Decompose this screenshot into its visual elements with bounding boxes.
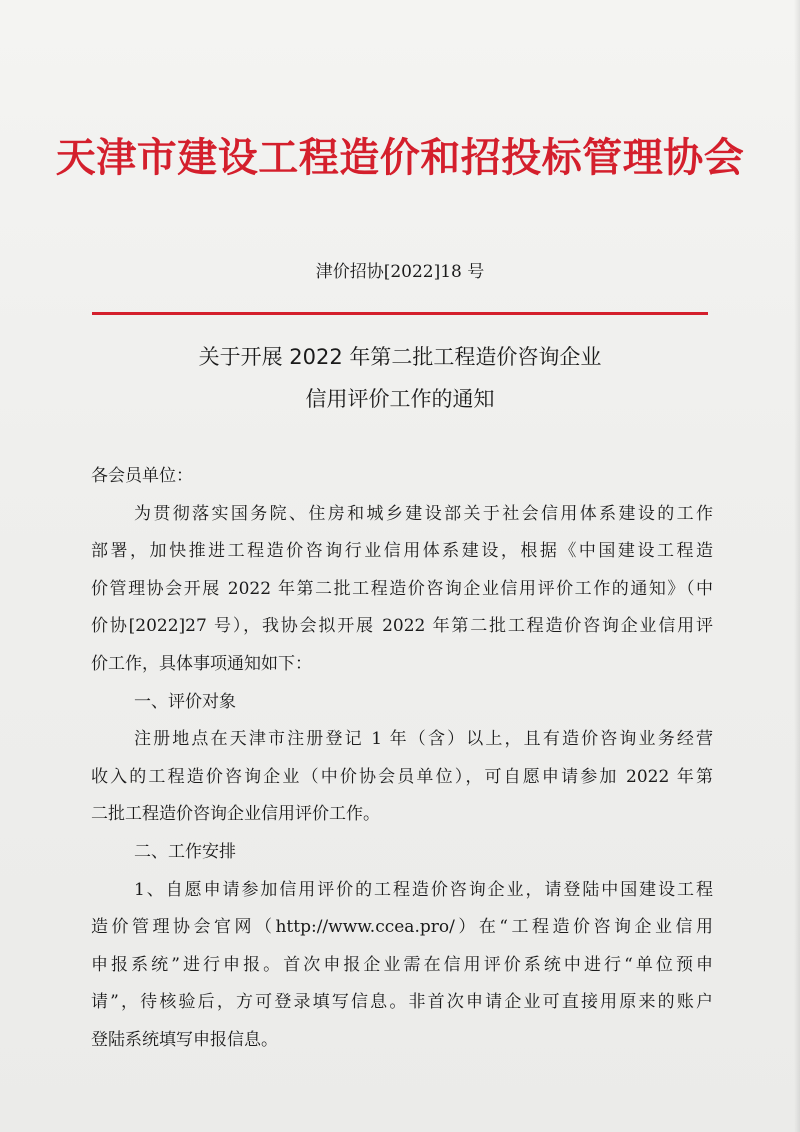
body-line: 价协[2022]27 号），我协会拟开展 2022 年第二批工程造价咨询企业信用评 <box>91 616 713 637</box>
body-line: 请”，待核验后，方可登录填写信息。非首次申请企业可直接用原来的账户 <box>91 992 713 1013</box>
section-heading-1: 一、评价对象 <box>134 691 236 712</box>
body-line: 为贯彻落实国务院、住房和城乡建设部关于社会信用体系建设的工作 <box>134 503 713 524</box>
red-divider-line <box>92 312 708 315</box>
page-edge-shadow <box>794 0 800 1132</box>
salutation: 各会员单位： <box>91 466 193 486</box>
subject-line-2: 信用评价工作的通知 <box>305 387 495 411</box>
body-line: 1、自愿申请参加信用评价的工程造价咨询企业，请登陆中国建设工程 <box>134 879 713 900</box>
body-line: 申报系统”进行申报。首次申报企业需在信用评价系统中进行“单位预申 <box>91 954 713 975</box>
organization-header: 天津市建设工程造价和招投标管理协会 <box>55 134 745 181</box>
body-line: 部署，加快推进工程造价咨询行业信用体系建设，根据《中国建设工程造 <box>91 541 713 562</box>
document-number: 津价招协[2022]18 号 <box>315 262 485 282</box>
body-line: 注册地点在天津市注册登记 1 年（含）以上，且有造价咨询业务经营 <box>134 729 713 750</box>
body-line: 收入的工程造价咨询企业（中价协会员单位），可自愿申请参加 2022 年第 <box>91 766 713 787</box>
section-heading-2: 二、工作安排 <box>134 841 236 862</box>
subject-line-1: 关于开展 2022 年第二批工程造价咨询企业 <box>198 345 602 369</box>
body-line: 造价管理协会官网（http://www.ccea.pro/）在“工程造价咨询企业信用 <box>91 917 713 938</box>
notice-subject <box>0 336 800 420</box>
body-line: 二批工程造价咨询企业信用评价工作。 <box>91 804 380 825</box>
body-line: 价工作，具体事项通知如下： <box>91 653 312 674</box>
notice-body <box>91 458 713 1060</box>
body-line: 登陆系统填写申报信息。 <box>91 1029 278 1050</box>
body-line: 价管理协会开展 2022 年第二批工程造价咨询企业信用评价工作的通知》（中 <box>91 578 713 599</box>
